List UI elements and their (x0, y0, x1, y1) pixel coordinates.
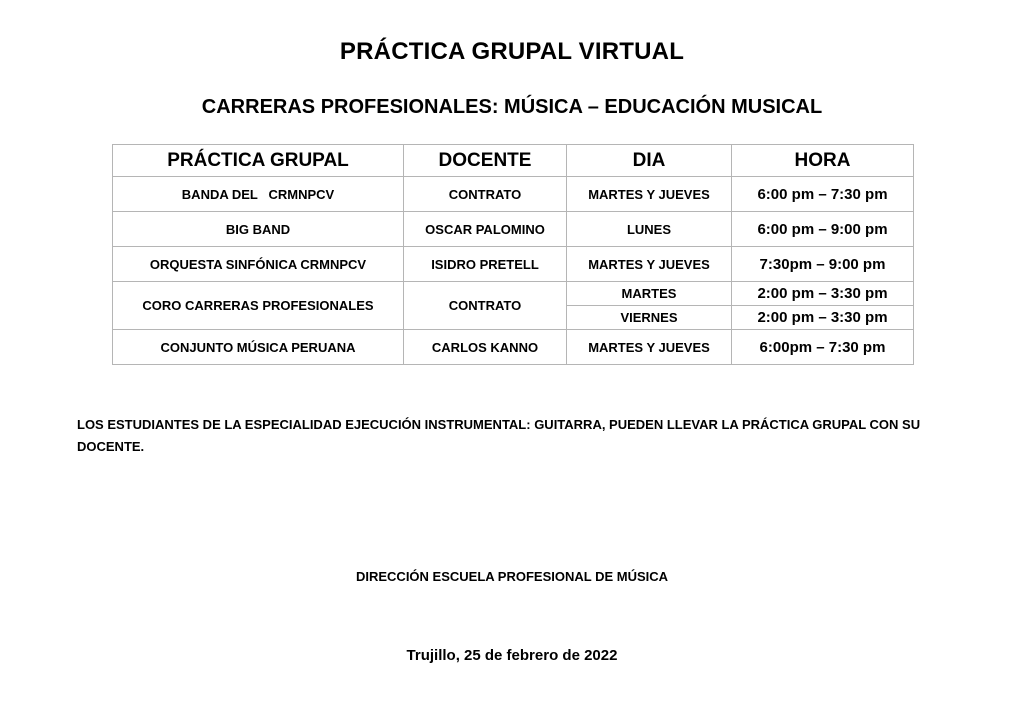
direction-signature: DIRECCIÓN ESCUELA PROFESIONAL DE MÚSICA (355, 569, 669, 584)
cell-hora: 7:30pm – 9:00 pm (732, 247, 914, 282)
cell-hora: 6:00 pm – 7:30 pm (732, 177, 914, 212)
guitar-note: LOS ESTUDIANTES DE LA ESPECIALIDAD EJECUCIÓN INSTRUMENTAL: GUITARRA, PUEDEN LLEVAR LA PRÁCTICA GRUPAL CON SU DOCENTE. (77, 417, 921, 454)
table-header-row (113, 145, 914, 177)
cell-dia: MARTES (567, 282, 732, 306)
cell-dia: MARTES Y JUEVES (567, 330, 732, 365)
cell-dia: VIERNES (567, 306, 732, 330)
table-row (113, 212, 914, 247)
cell-grupo: BANDA DEL CRMNPCV (113, 177, 404, 212)
table-row (113, 177, 914, 212)
cell-docente: CONTRATO (404, 282, 567, 330)
cell-dia: LUNES (567, 212, 732, 247)
header-docente: DOCENTE (404, 145, 567, 177)
cell-grupo: CORO CARRERAS PROFESIONALES (113, 282, 404, 330)
cell-hora: 2:00 pm – 3:30 pm (732, 282, 914, 306)
cell-docente: CARLOS KANNO (404, 330, 567, 365)
cell-docente: OSCAR PALOMINO (404, 212, 567, 247)
cell-grupo: ORQUESTA SINFÓNICA CRMNPCV (113, 247, 404, 282)
cell-dia: MARTES Y JUEVES (567, 177, 732, 212)
header-practica-grupal: PRÁCTICA GRUPAL (113, 145, 404, 177)
cell-docente: ISIDRO PRETELL (404, 247, 567, 282)
cell-grupo: CONJUNTO MÚSICA PERUANA (113, 330, 404, 365)
schedule-table (112, 144, 914, 365)
cell-hora: 2:00 pm – 3:30 pm (732, 306, 914, 330)
cell-docente: CONTRATO (404, 177, 567, 212)
cell-dia: MARTES Y JUEVES (567, 247, 732, 282)
header-hora: HORA (732, 145, 914, 177)
cell-hora: 6:00pm – 7:30 pm (732, 330, 914, 365)
header-dia: DIA (567, 145, 732, 177)
cell-grupo: BIG BAND (113, 212, 404, 247)
table-row (113, 247, 914, 282)
table-row (113, 282, 914, 306)
document-title: PRÁCTICA GRUPAL VIRTUAL (339, 38, 685, 65)
cell-hora: 6:00 pm – 9:00 pm (732, 212, 914, 247)
document-date: Trujillo, 25 de febrero de 2022 (406, 647, 618, 664)
table-row (113, 330, 914, 365)
document-subtitle: CARRERAS PROFESIONALES: MÚSICA – EDUCACIÓN MUSICAL (201, 96, 823, 118)
